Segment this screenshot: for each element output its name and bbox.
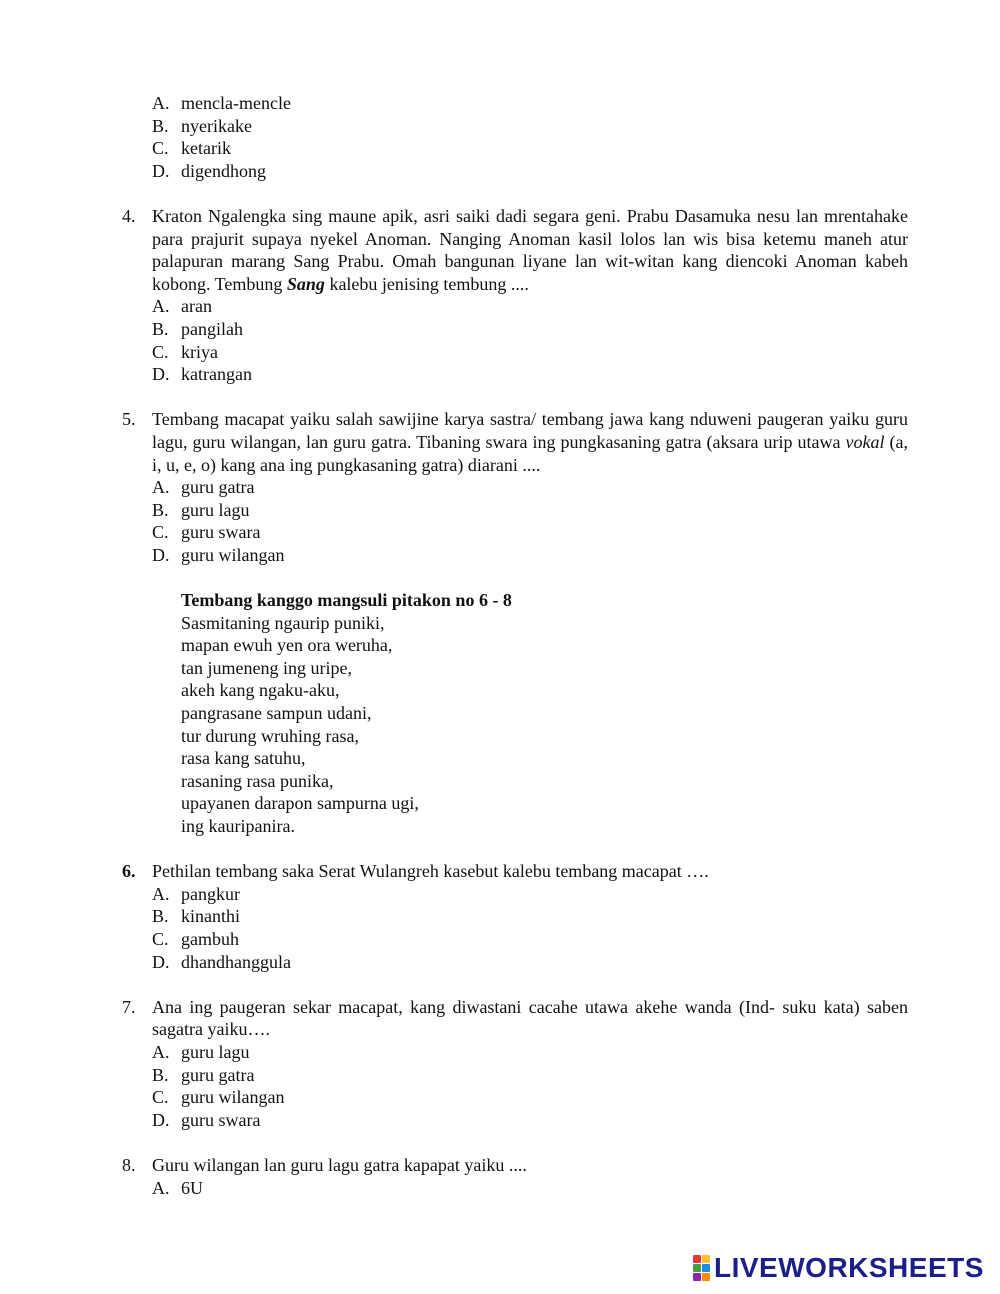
option-text: digendhong: [181, 160, 266, 181]
q3-option-a[interactable]: [152, 92, 1000, 115]
poem-line: upayanen darapon sampurna ugi,: [181, 793, 419, 814]
q7-option-b[interactable]: [152, 1064, 1000, 1087]
option-letter: B.: [152, 318, 169, 339]
poem-block: [181, 589, 1000, 838]
question-text-part: (a, i, u, e, o) kang ana ing pungkasaning gatra) diarani ....: [152, 431, 908, 475]
question-number: 4.: [122, 205, 136, 226]
option-letter: A.: [152, 1177, 170, 1198]
question-text: Pethilan tembang saka Serat Wulangreh kasebut kalebu tembang macapat ….: [152, 861, 709, 882]
poem-line: rasa kang satuhu,: [181, 748, 306, 769]
q8-option-a[interactable]: [152, 1177, 1000, 1200]
option-letter: A.: [152, 93, 170, 113]
option-text: aran: [181, 296, 212, 317]
option-text: guru swara: [181, 1109, 261, 1130]
option-text: 6U: [181, 1177, 203, 1198]
option-text: guru swara: [181, 522, 261, 543]
q5-option-a[interactable]: [152, 476, 1000, 499]
q7-option-d[interactable]: [152, 1109, 1000, 1132]
question-4: [122, 205, 908, 295]
q3-option-c[interactable]: [152, 137, 1000, 160]
option-letter: D.: [152, 544, 170, 565]
option-letter: A.: [152, 296, 170, 317]
option-text: kriya: [181, 341, 218, 362]
question-5: [122, 408, 908, 476]
option-text: guru gatra: [181, 1064, 255, 1085]
poem-line: rasaning rasa punika,: [181, 770, 334, 791]
option-text: guru lagu: [181, 499, 250, 520]
question-text-part: Kraton Ngalengka sing maune apik, asri saiki dadi segara geni. Prabu Dasamuka nesu lan mrentahake para prajurit supaya nyekel Anoman. Nanging Anoman kasil lolos lan wis bisa ketemu maneh atur palapuran marang Sang Prabu. Omah bangunan liyane lan wit-witan kang diencoki Anoman kabeh kobong. Tembung: [152, 205, 908, 294]
liveworksheets-logo[interactable]: [693, 1251, 984, 1283]
q4-option-a[interactable]: [152, 295, 1000, 318]
option-text: ketarik: [181, 138, 231, 159]
q6-option-c[interactable]: [152, 928, 1000, 951]
option-text: kinanthi: [181, 906, 240, 927]
option-letter: A.: [152, 1041, 170, 1062]
option-letter: C.: [152, 341, 169, 362]
q3-option-d[interactable]: [152, 160, 1000, 183]
option-letter: C.: [152, 138, 169, 159]
poem-line: mapan ewuh yen ora weruha,: [181, 635, 393, 656]
q4-option-c[interactable]: [152, 341, 1000, 364]
question-number: 5.: [122, 409, 136, 430]
question-number: 7.: [122, 996, 136, 1017]
question-text: [152, 205, 908, 295]
option-letter: D.: [152, 1109, 170, 1130]
question-text: Ana ing paugeran sekar macapat, kang diwastani cacahe utawa akehe wanda (Ind- suku kata) saben sagatra yaiku….: [152, 996, 908, 1040]
q3-options: [152, 92, 1000, 182]
poem-title: Tembang kanggo mangsuli pitakon no 6 - 8: [181, 590, 512, 611]
q6-option-d[interactable]: [152, 951, 1000, 974]
q6-option-b[interactable]: [152, 905, 1000, 928]
question-number: 6.: [122, 861, 136, 882]
option-letter: A.: [152, 883, 170, 904]
emphasized-word: vokal: [845, 431, 885, 452]
option-letter: B.: [152, 115, 169, 136]
logo-mark-square: [702, 1255, 710, 1263]
logo-mark-square: [702, 1264, 710, 1272]
q4-option-d[interactable]: [152, 363, 1000, 386]
q4-options: [152, 295, 1000, 385]
question-7: [122, 996, 908, 1041]
option-text: pangilah: [181, 318, 243, 339]
question-text-part: kalebu jenising tembung ....: [324, 273, 529, 294]
option-letter: B.: [152, 906, 169, 927]
option-text: guru gatra: [181, 477, 255, 498]
logo-mark-square: [693, 1264, 701, 1272]
option-letter: B.: [152, 499, 169, 520]
option-text: dhandhanggula: [181, 951, 291, 972]
option-text: guru lagu: [181, 1041, 250, 1062]
emphasized-word: Sang: [286, 273, 325, 294]
option-letter: B.: [152, 1064, 169, 1085]
option-letter: C.: [152, 928, 169, 949]
q8-options: [152, 1177, 1000, 1200]
question-number: 8.: [122, 1154, 136, 1175]
q6-options: [152, 883, 1000, 973]
q7-option-a[interactable]: [152, 1041, 1000, 1064]
option-text: pangkur: [181, 883, 240, 904]
option-letter: D.: [152, 364, 170, 385]
question-text-part: Tembang macapat yaiku salah sawijine karya sastra/ tembang jawa kang nduweni paugeran yaiku guru lagu, guru wilangan, lan guru gatra. Tibaning swara ing pungkasaning gatra (aksara urip utawa: [152, 409, 908, 452]
q3-option-b[interactable]: [152, 115, 1000, 138]
option-letter: D.: [152, 951, 170, 972]
question-text: Guru wilangan lan guru lagu gatra kapapat yaiku ....: [152, 1154, 527, 1175]
logo-mark-square: [693, 1255, 701, 1263]
option-text: katrangan: [181, 364, 252, 385]
poem-line: tan jumeneng ing uripe,: [181, 657, 352, 678]
logo-mark-square: [693, 1273, 701, 1281]
option-text: guru wilangan: [181, 544, 285, 565]
option-letter: C.: [152, 522, 169, 543]
option-text: guru wilangan: [181, 1087, 285, 1108]
question-6: [122, 860, 908, 883]
question-text: [152, 408, 908, 476]
option-text: gambuh: [181, 928, 239, 949]
question-8: [122, 1154, 908, 1177]
poem-line: Sasmitaning ngaurip puniki,: [181, 612, 385, 633]
logo-mark-icon: [693, 1255, 710, 1281]
option-text: nyerikake: [181, 115, 252, 136]
q5-option-d[interactable]: [152, 544, 1000, 567]
q4-option-b[interactable]: [152, 318, 1000, 341]
worksheet-page: [0, 92, 1000, 1199]
option-letter: A.: [152, 477, 170, 498]
q5-options: [152, 476, 1000, 566]
poem-line: pangrasane sampun udani,: [181, 703, 372, 724]
option-letter: D.: [152, 160, 170, 181]
poem-line: tur durung wruhing rasa,: [181, 725, 359, 746]
option-text: mencla-mencle: [181, 93, 291, 113]
option-letter: C.: [152, 1087, 169, 1108]
q6-option-a[interactable]: [152, 883, 1000, 906]
poem-line: akeh kang ngaku-aku,: [181, 680, 340, 701]
q5-option-b[interactable]: [152, 499, 1000, 522]
logo-text: LIVEWORKSHEETS: [714, 1251, 984, 1283]
poem-line: ing kauripanira.: [181, 816, 295, 836]
q7-option-c[interactable]: [152, 1086, 1000, 1109]
q5-option-c[interactable]: [152, 521, 1000, 544]
q7-options: [152, 1041, 1000, 1131]
logo-mark-square: [702, 1273, 710, 1281]
